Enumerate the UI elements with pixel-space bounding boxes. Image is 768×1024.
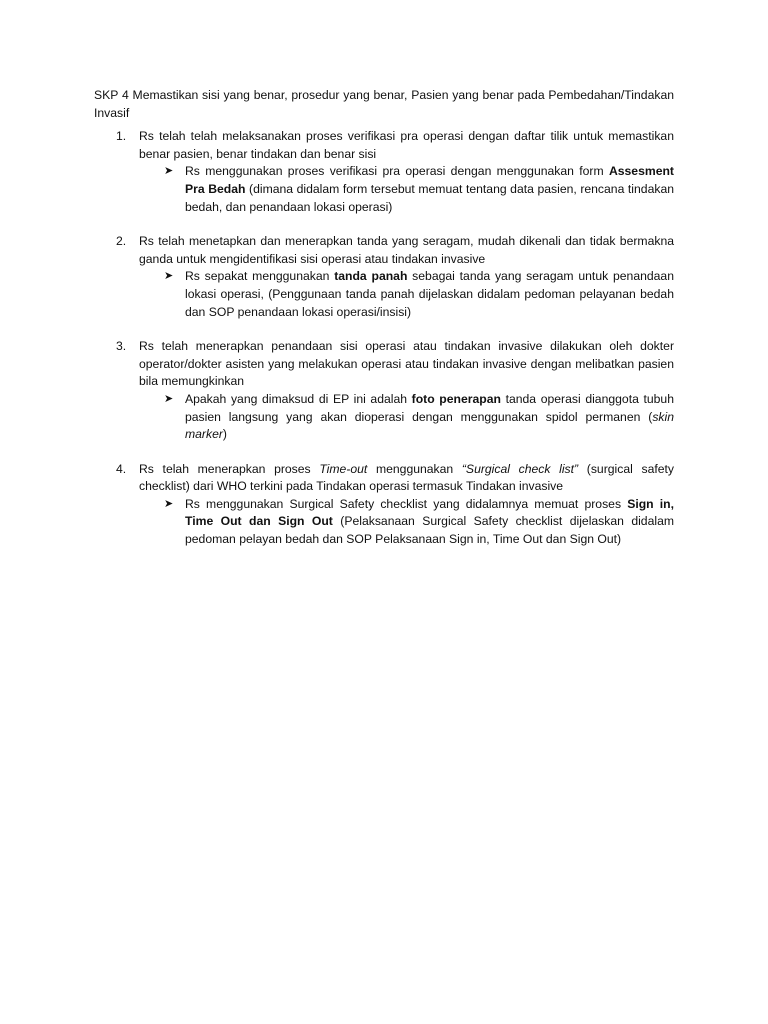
item-number: 4. xyxy=(116,461,127,476)
arrowhead-bullet-icon: ➤ xyxy=(164,165,174,178)
item-text: Rs telah menerapkan proses Time-out menggunakan “Surgical check list” (surgical safety checklist) dari WHO terkini pada Tindakan operasi termasuk Tindakan invasive xyxy=(139,461,674,494)
document-heading: SKP 4 Memastikan sisi yang benar, prosedur yang benar, Pasien yang benar pada Pembedahan/Tindakan Invasif xyxy=(94,88,674,120)
item-number: 2. xyxy=(116,234,127,249)
list-item-2 xyxy=(94,233,674,321)
sub-item: ➤ Rs menggunakan Surgical Safety checklist yang didalamnya memuat proses Sign in, Time Out dan Sign Out (Pelaksanaan Surgical Safety checklist dijelaskan didalam pedoman pelayan bedah dan SOP Pelaksanaan Sign in, Time Out dan Sign Out) xyxy=(164,496,675,547)
standard-list xyxy=(94,128,674,548)
arrowhead-bullet-icon: ➤ xyxy=(164,270,174,283)
item-text: Rs telah telah melaksanakan proses verifikasi pra operasi dengan daftar tilik untuk memastikan benar pasien, benar tindakan dan benar sisi xyxy=(139,129,674,161)
item-number: 3. xyxy=(116,339,127,354)
list-item-4 xyxy=(94,461,674,549)
arrowhead-bullet-icon: ➤ xyxy=(164,497,174,510)
arrowhead-bullet-icon: ➤ xyxy=(164,392,174,405)
sub-item: ➤ Rs menggunakan proses verifikasi pra operasi dengan menggunakan form Assesment Pra Bedah (dimana didalam form tersebut memuat tentang data pasien, rencana tindakan bedah, dan penandaan lokasi operasi) xyxy=(164,164,674,214)
document-content xyxy=(94,87,674,566)
item-text: Rs telah menetapkan dan menerapkan tanda yang seragam, mudah dikenali dan tidak bermakna ganda untuk mengidentifikasi sisi operasi atau tindakan invasive xyxy=(139,234,674,266)
item-text: Rs telah menerapkan penandaan sisi operasi atau tindakan invasive dilakukan oleh dokter operator/dokter asisten yang melakukan operasi atau tindakan invasive dengan melibatkan pasien bila memungkinkan xyxy=(139,339,674,389)
sub-item: ➤ Rs sepakat menggunakan tanda panah sebagai tanda yang seragam untuk penandaan lokasi operasi, (Penggunaan tanda panah dijelaskan didalam pedoman pelayanan bedah dan SOP penandaan lokasi operasi/insisi) xyxy=(164,269,674,319)
sub-item: ➤ Apakah yang dimaksud di EP ini adalah foto penerapan tanda operasi dianggota tubuh pasien langsung yang akan dioperasi dengan menggunakan spidol permanen (skin marker) xyxy=(164,391,674,442)
item-number: 1. xyxy=(116,129,127,144)
list-item-3 xyxy=(94,338,674,444)
list-item-1 xyxy=(94,128,674,216)
